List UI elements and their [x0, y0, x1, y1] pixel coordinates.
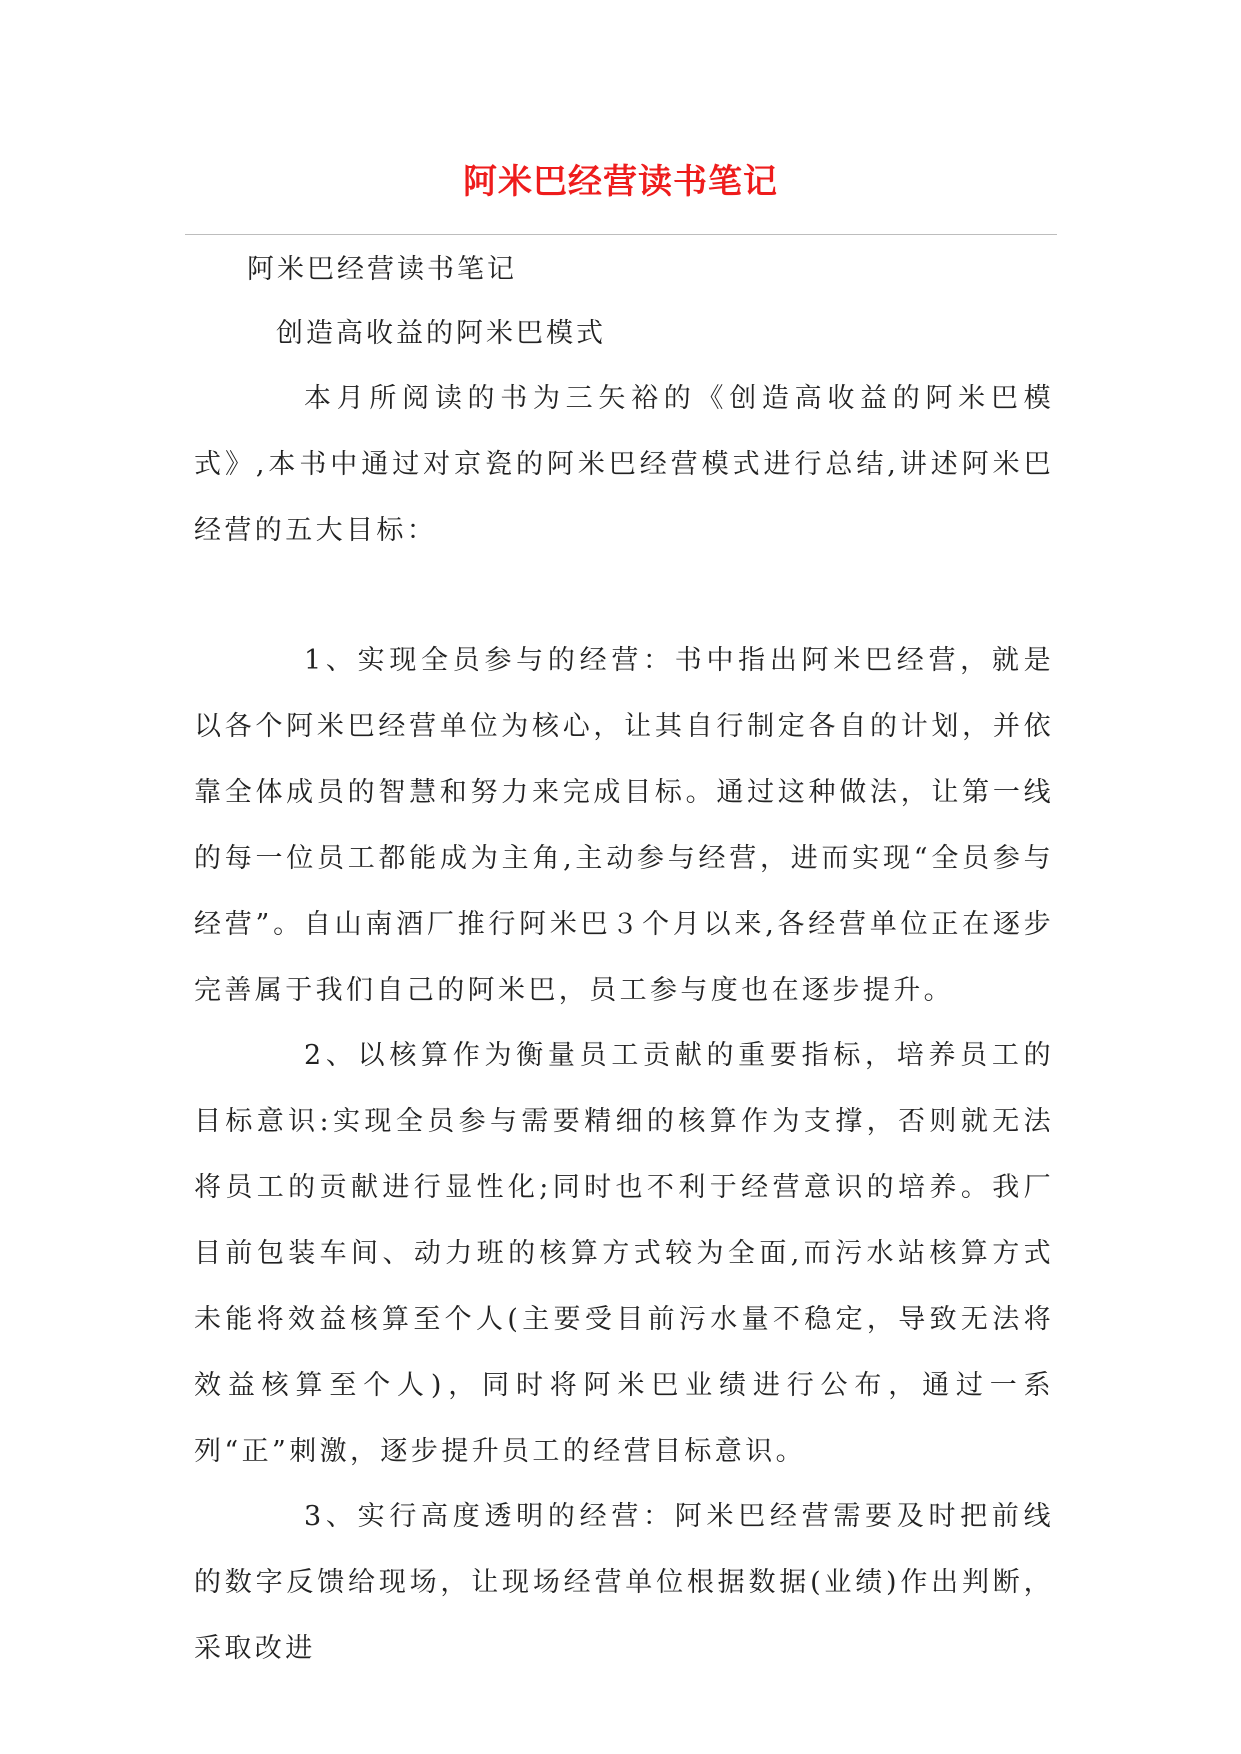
document-subheading: 创造高收益的阿米巴模式 [276, 318, 606, 349]
paragraph-intro: 本月所阅读的书为三矢裕的《创造高收益的阿米巴模式》,本书中通过对京瓷的阿米巴经营模式进行总结,讲述阿米巴经营的五大目标： [194, 383, 1054, 546]
paragraph-goal-1: 1、实现全员参与的经营：书中指出阿米巴经营，就是以各个阿米巴经营单位为核心，让其自行制定各自的计划，并依靠全体成员的智慧和努力来完成目标。通过这种做法，让第一线的每一位员工都能成为主角,主动参与经营，进而实现“全员参与经营”。自山南酒厂推行阿米巴３个月以来,各经营单位正在逐步完善属于我们自己的阿米巴，员工参与度也在逐步提升。 [194, 645, 1054, 1006]
document-heading: 阿米巴经营读书笔记 [247, 254, 517, 285]
title-divider [185, 234, 1057, 235]
paragraph-goal-3: 3、实行高度透明的经营：阿米巴经营需要及时把前线的数字反馈给现场，让现场经营单位根据数据(业绩)作出判断，采取改进 [194, 1501, 1054, 1664]
paragraph-goal-2: 2、以核算作为衡量员工贡献的重要指标，培养员工的目标意识:实现全员参与需要精细的核算作为支撑，否则就无法将员工的贡献进行显性化;同时也不利于经营意识的培养。我厂目前包装车间、动力班的核算方式较为全面,而污水站核算方式未能将效益核算至个人(主要受目前污水量不稳定，导致无法将效益核算至个人)，同时将阿米巴业绩进行公布，通过一系列“正”刺激，逐步提升员工的经营目标意识。 [194, 1040, 1054, 1467]
page-title: 阿米巴经营读书笔记 [463, 162, 778, 202]
